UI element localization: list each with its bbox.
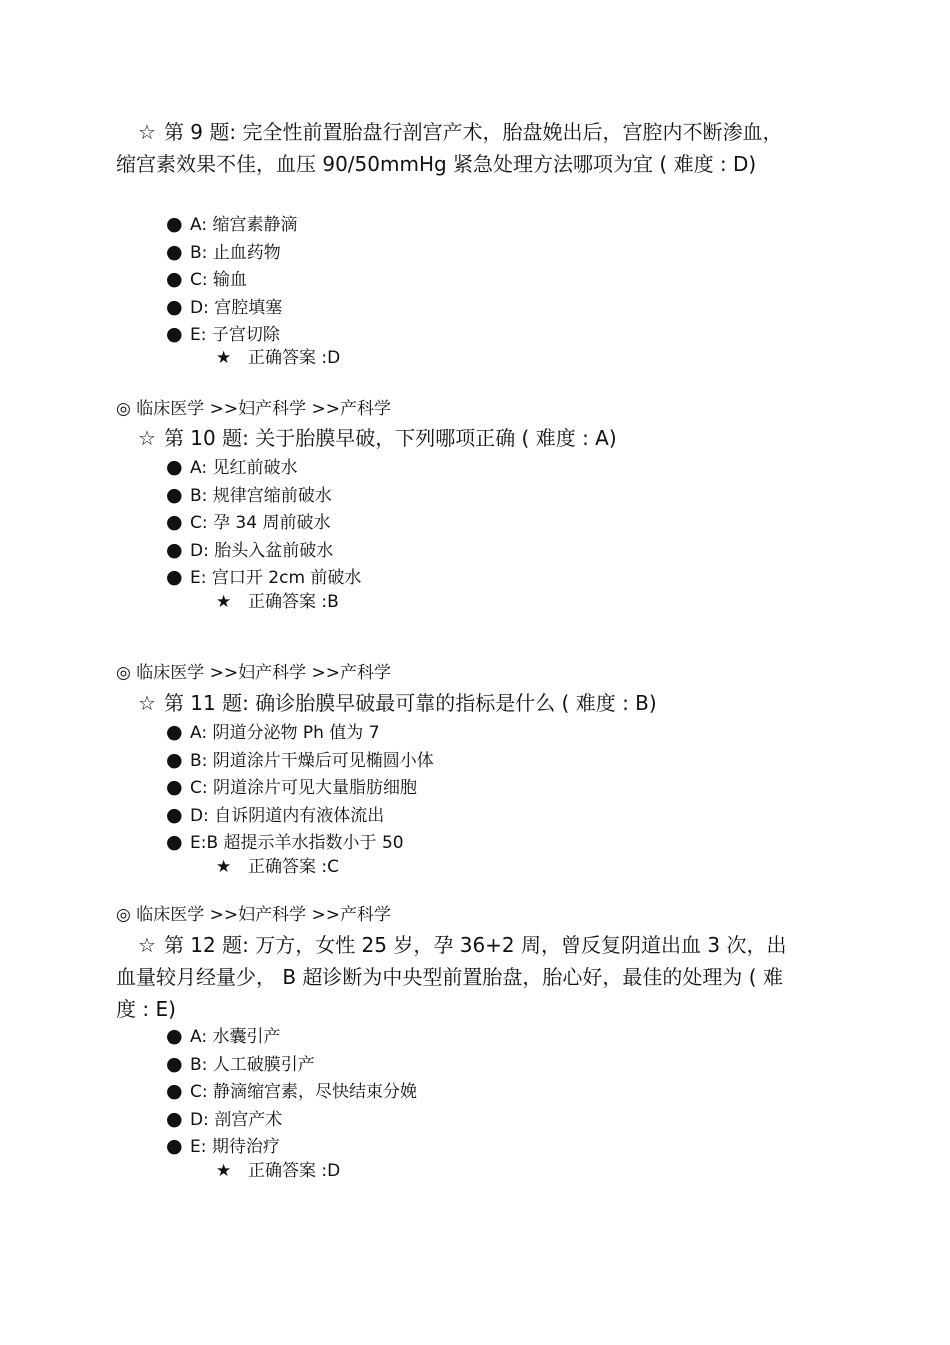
question-body: 第 11 题: 确诊胎膜早破最可靠的指标是什么 ( 难度 : B)	[163, 691, 657, 715]
bullet-icon: ●	[166, 748, 183, 771]
option-b	[166, 1051, 417, 1079]
option-label: C: 阴道涂片可见大量脂肪细胞	[190, 778, 418, 799]
option-label: A: 见红前破水	[190, 458, 298, 478]
option-list	[166, 719, 434, 857]
option-label: E:B 超提示羊水指数小于 50	[190, 833, 404, 854]
option-c	[166, 509, 361, 537]
answer-text: 正确答案 :D	[248, 348, 341, 368]
option-label: B: 人工破膜引产	[190, 1054, 315, 1075]
option-c	[166, 1078, 417, 1106]
answer-text: 正确答案 :C	[248, 857, 340, 877]
option-b	[166, 239, 297, 267]
option-a	[166, 454, 361, 482]
bullet-icon: ●	[166, 776, 183, 799]
bullet-icon: ●	[166, 1052, 183, 1075]
option-label: D: 自诉阴道内有液体流出	[190, 805, 385, 826]
option-label: E: 宫口开 2cm 前破水	[190, 568, 362, 589]
option-d	[166, 802, 434, 830]
hollow-star-icon: ☆	[138, 691, 156, 715]
filled-star-icon: ★	[216, 1161, 232, 1181]
bullet-icon: ●	[166, 511, 183, 534]
option-label: C: 输血	[190, 270, 248, 291]
option-label: A: 水囊引产	[190, 1027, 281, 1047]
bullet-icon: ●	[166, 803, 183, 826]
option-b	[166, 747, 434, 775]
bullet-icon: ●	[166, 1025, 183, 1047]
option-label: E: 期待治疗	[190, 1137, 280, 1158]
option-label: D: 胎头入盆前破水	[190, 540, 334, 561]
bullet-icon: ●	[166, 323, 183, 346]
bullet-icon: ●	[166, 566, 183, 589]
option-e	[166, 1133, 417, 1161]
option-label: B: 止血药物	[190, 242, 281, 263]
option-d	[166, 1106, 417, 1134]
filled-star-icon: ★	[216, 348, 232, 368]
option-c	[166, 266, 297, 294]
bullet-icon: ●	[166, 268, 183, 291]
question-text	[116, 929, 796, 1025]
option-label: B: 规律宫缩前破水	[190, 485, 332, 506]
correct-answer	[216, 856, 339, 878]
bullet-icon: ●	[166, 213, 183, 235]
option-label: A: 缩宫素静滴	[190, 215, 298, 235]
option-a	[166, 719, 434, 747]
answer-text: 正确答案 :D	[248, 1161, 341, 1181]
question-text	[116, 687, 796, 719]
bullet-icon: ●	[166, 483, 183, 506]
option-label: E: 子宫切除	[190, 325, 280, 346]
question-text	[116, 422, 796, 454]
hollow-star-icon: ☆	[138, 933, 156, 957]
bullet-icon: ●	[166, 831, 183, 854]
correct-answer	[216, 591, 339, 613]
bullet-icon: ●	[166, 295, 183, 318]
bullet-icon: ●	[166, 456, 183, 478]
option-d	[166, 294, 297, 322]
option-list	[166, 211, 297, 349]
filled-star-icon: ★	[216, 857, 232, 877]
hollow-star-icon: ☆	[138, 426, 156, 450]
option-label: A: 阴道分泌物 Ph 值为 7	[190, 723, 380, 743]
category-breadcrumb: ◎ 临床医学 >>妇产科学 >>产科学	[116, 663, 392, 683]
filled-star-icon: ★	[216, 592, 232, 612]
option-e	[166, 829, 434, 857]
question-body: 第 9 题: 完全性前置胎盘行剖宫产术，胎盘娩出后，宫腔内不断渗血，缩宫素效果不佳，血压 90/50mmHg 紧急处理方法哪项为宜 ( 难度 : D)	[116, 120, 783, 176]
option-c	[166, 774, 434, 802]
option-b	[166, 482, 361, 510]
option-label: B: 阴道涂片干燥后可见椭圆小体	[190, 750, 434, 771]
option-list	[166, 454, 361, 592]
option-a	[166, 211, 297, 239]
option-label: C: 孕 34 周前破水	[190, 513, 331, 534]
question-body: 第 10 题: 关于胎膜早破，下列哪项正确 ( 难度 : A)	[163, 426, 617, 450]
bullet-icon: ●	[166, 721, 183, 743]
hollow-star-icon: ☆	[138, 120, 156, 144]
correct-answer	[216, 1160, 340, 1182]
bullet-icon: ●	[166, 1135, 183, 1158]
option-label: D: 剖宫产术	[190, 1109, 283, 1130]
question-body: 第 12 题: 万方，女性 25 岁，孕 36+2 周，曾反复阴道出血 3 次，出血量较月经量少， B 超诊断为中央型前置胎盘，胎心好，最佳的处理为 ( 难度 : E)	[116, 933, 787, 1021]
option-label: D: 宫腔填塞	[190, 297, 283, 318]
bullet-icon: ●	[166, 538, 183, 561]
option-e	[166, 564, 361, 592]
question-text	[116, 116, 796, 180]
bullet-icon: ●	[166, 1107, 183, 1130]
option-label: C: 静滴缩宫素，尽快结束分娩	[190, 1082, 418, 1103]
option-list	[166, 1023, 417, 1161]
bullet-icon: ●	[166, 240, 183, 263]
option-d	[166, 537, 361, 565]
option-a	[166, 1023, 417, 1051]
category-breadcrumb: ◎ 临床医学 >>妇产科学 >>产科学	[116, 399, 392, 419]
bullet-icon: ●	[166, 1080, 183, 1103]
answer-text: 正确答案 :B	[248, 592, 339, 612]
category-breadcrumb: ◎ 临床医学 >>妇产科学 >>产科学	[116, 905, 392, 925]
correct-answer	[216, 347, 340, 369]
option-e	[166, 321, 297, 349]
